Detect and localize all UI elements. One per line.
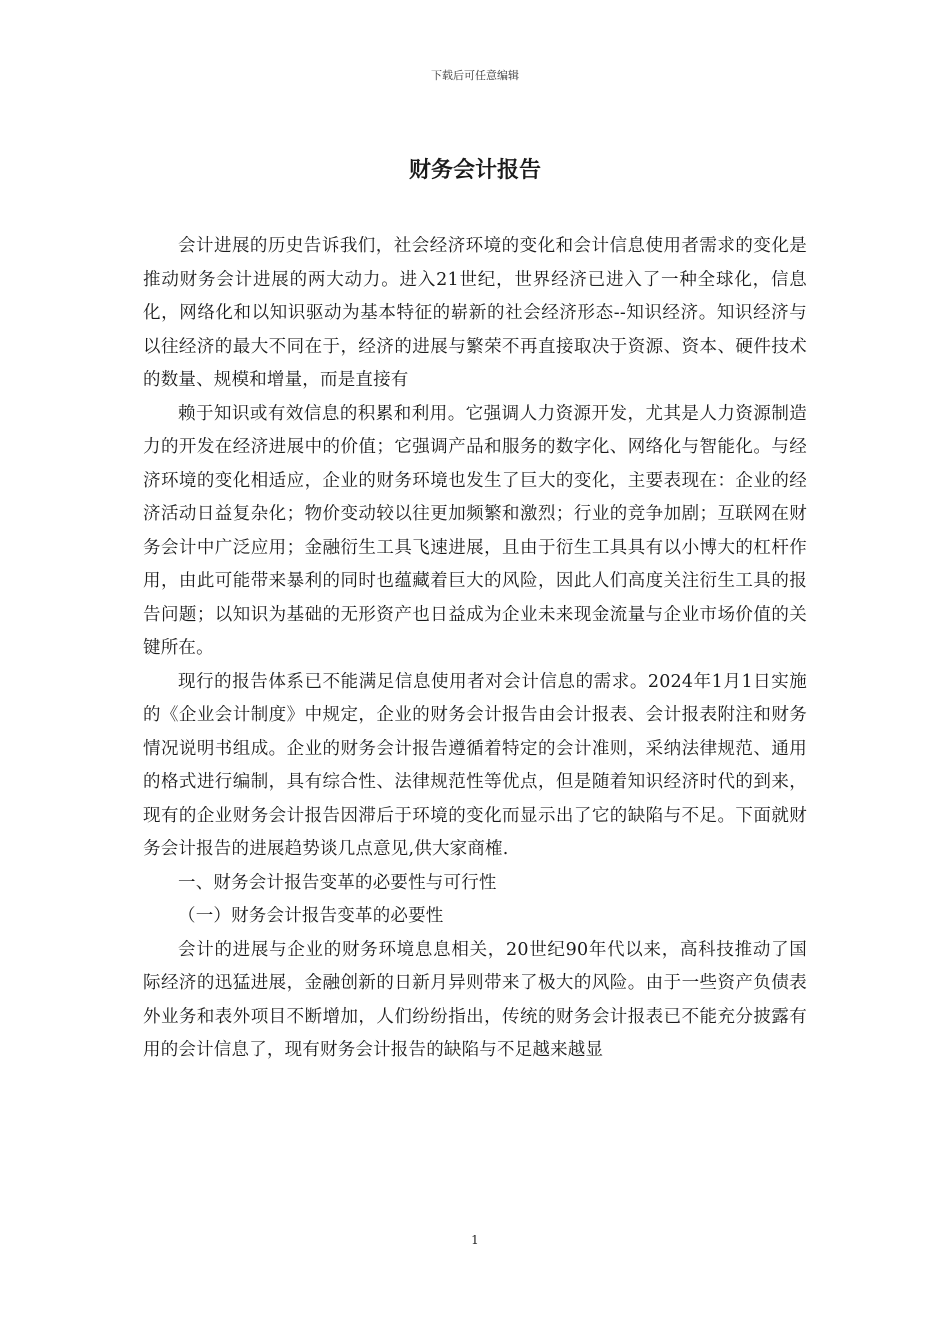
page-number: 1 (471, 1233, 479, 1247)
paragraph: 赖于知识或有效信息的积累和利用。它强调人力资源开发，尤其是人力资源制造力的开发在经济进展中的价值；它强调产品和服务的数字化、网络化与智能化。与经济环境的变化相适应，企业的财务环境也发生了巨大的变化，主要表现在：企业的经济活动日益复杂化；物价变动较以往更加频繁和激烈；行业的竞争加剧；互联网在财务会计中广泛应用；金融衍生工具飞速进展，且由于衍生工具具有以小博大的杠杆作用，由此可能带来暴利的同时也蕴藏着巨大的风险，因此人们高度关注衍生工具的报告问题；以知识为基础的无形资产也日益成为企业未来现金流量与企业市场价值的关键所在。 (143, 403, 807, 658)
document-title: 财务会计报告 (408, 157, 541, 183)
paragraph: 会计进展的历史告诉我们，社会经济环境的变化和会计信息使用者需求的变化是推动财务会计进展的两大动力。进入21世纪，世界经济已进入了一种全球化，信息化，网络化和以知识驱动为基本特征的崭新的社会经济形态--知识经济。知识经济与以往经济的最大不同在于，经济的进展与繁荣不再直接取决于资源、资本、硬件技术的数量、规模和增量，而是直接有 (143, 236, 807, 390)
document-body (143, 230, 807, 1068)
header-note: 下载后可任意编辑 (431, 69, 519, 82)
paragraph: 会计的进展与企业的财务环境息息相关，20世纪90年代以来，高科技推动了国际经济的迅猛进展，金融创新的日新月异则带来了极大的风险。由于一些资产负债表外业务和表外项目不断增加，人们纷纷指出，传统的财务会计报表已不能充分披露有用的会计信息了，现有财务会计报告的缺陷与不足越来越显 (143, 939, 807, 1060)
subsection-heading: （一）财务会计报告变革的必要性 (178, 906, 444, 926)
paragraph: 现行的报告体系已不能满足信息使用者对会计信息的需求。2024年1月1日实施的《企业会计制度》中规定，企业的财务会计报告由会计报表、会计报表附注和财务情况说明书组成。企业的财务会计报告遵循着特定的会计准则，采纳法律规范、通用的格式进行编制，具有综合性、法律规范性等优点，但是随着知识经济时代的到来，现有的企业财务会计报告因滞后于环境的变化而显示出了它的缺陷与不足。下面就财务会计报告的进展趋势谈几点意见,供大家商榷. (143, 671, 807, 859)
section-heading: 一、财务会计报告变革的必要性与可行性 (178, 872, 497, 893)
